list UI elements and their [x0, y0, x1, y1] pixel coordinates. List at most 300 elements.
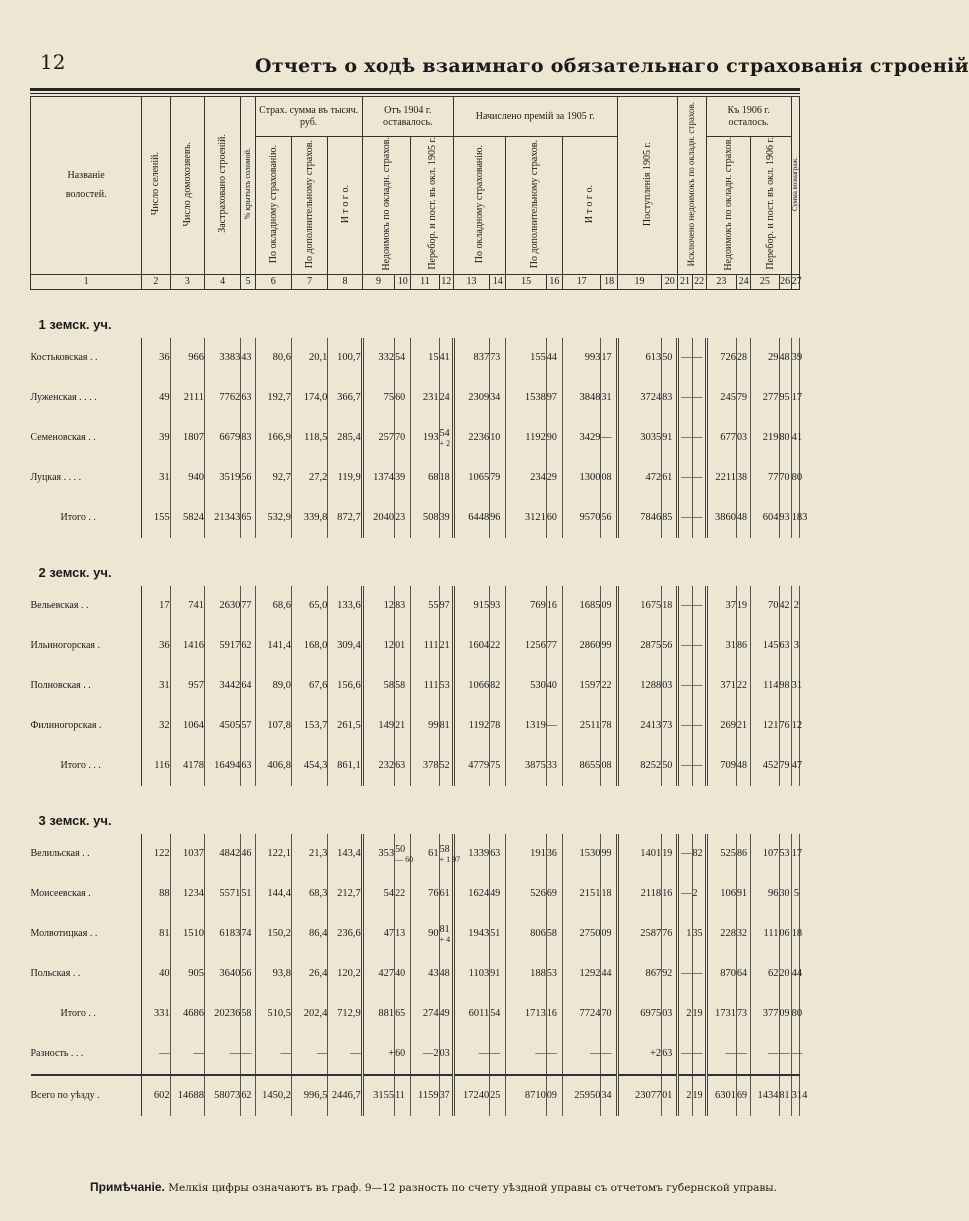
- cell: 49: [142, 378, 170, 418]
- header-cut: Сумма вознаграж.: [790, 156, 799, 211]
- cell: 872,7: [328, 498, 362, 538]
- table-row: [31, 586, 800, 626]
- cell: 41: [791, 418, 799, 458]
- cell: 8710: [506, 1075, 546, 1116]
- cell: 2: [678, 1075, 692, 1116]
- cell: 602: [142, 1075, 170, 1116]
- cell: 08: [601, 746, 617, 786]
- cell: 314: [791, 1075, 799, 1116]
- row-name: Полновская . .: [31, 666, 142, 706]
- cell: 63: [779, 626, 791, 666]
- difference-row: [31, 1034, 800, 1075]
- cell: 39: [439, 498, 453, 538]
- cell: 6975: [617, 994, 662, 1034]
- cell: —: [692, 498, 706, 538]
- cell: 58: [395, 666, 411, 706]
- cell: 144,4: [255, 874, 291, 914]
- table-row: [31, 378, 800, 418]
- cell: 7762: [204, 378, 240, 418]
- cell: 97: [546, 378, 562, 418]
- cell: 01: [395, 626, 411, 666]
- cell: 174,0: [291, 378, 327, 418]
- cell: 188: [506, 954, 546, 994]
- cell: 49: [439, 994, 453, 1034]
- cell: 70: [395, 418, 411, 458]
- cell: —: [678, 706, 692, 746]
- cell: 85: [662, 498, 678, 538]
- cell: 1256: [506, 626, 546, 666]
- cell: 1339: [453, 834, 489, 874]
- cell: 168,0: [291, 626, 327, 666]
- cell: 166,9: [255, 418, 291, 458]
- cell: 26,4: [291, 954, 327, 994]
- cell: 993: [563, 338, 601, 378]
- cell: —: [692, 458, 706, 498]
- cell: 99: [411, 706, 439, 746]
- cell: 957: [170, 666, 204, 706]
- cell: 54 + 2: [439, 418, 453, 458]
- cell: 1530: [563, 834, 601, 874]
- cell: 111: [751, 914, 779, 954]
- col-num: 1: [31, 274, 142, 289]
- cell: 31: [791, 666, 799, 706]
- cell: 219: [751, 418, 779, 458]
- cell: —: [779, 1034, 791, 1075]
- cell: 21: [395, 706, 411, 746]
- cell: 17240: [453, 1075, 489, 1116]
- cell: 93: [779, 498, 791, 538]
- cell: 143,4: [328, 834, 362, 874]
- cell: 91: [490, 954, 506, 994]
- cell: 61: [662, 458, 678, 498]
- cell: 285,4: [328, 418, 362, 458]
- cell: 33: [546, 746, 562, 786]
- cell: 44: [601, 954, 617, 994]
- cell: 19: [737, 586, 751, 626]
- cell: 37: [706, 586, 736, 626]
- cell: 54: [395, 338, 411, 378]
- cell: 40: [395, 954, 411, 994]
- cell: 19: [692, 1075, 706, 1116]
- row-name: Молвотицкая . .: [31, 914, 142, 954]
- table-row: [31, 626, 800, 666]
- col-num: 19: [617, 274, 662, 289]
- cell: —: [328, 1034, 362, 1075]
- cell: 29: [751, 338, 779, 378]
- cell: 70: [601, 994, 617, 1034]
- cell: 3875: [506, 746, 546, 786]
- col-num: 2: [142, 274, 170, 289]
- cell: 49: [490, 874, 506, 914]
- cell: 53: [779, 834, 791, 874]
- cell: 10: [490, 418, 506, 458]
- cell: 58: [362, 666, 394, 706]
- cell: 1731: [706, 994, 736, 1034]
- header-name: Названіе волостей.: [31, 97, 142, 275]
- cell: 32: [737, 914, 751, 954]
- col-num: 8: [328, 274, 362, 289]
- col-num: 22: [692, 274, 706, 289]
- cell: 118,5: [291, 418, 327, 458]
- cell: 81 + 4: [439, 914, 453, 954]
- header-excluded: Исключено недоимокъ по окладн. страхов.: [686, 101, 697, 267]
- cell: —: [692, 418, 706, 458]
- cell: 99: [601, 626, 617, 666]
- cell: 193: [411, 418, 439, 458]
- cell: 79: [490, 458, 506, 498]
- cell: 406,8: [255, 746, 291, 786]
- footnote: [90, 1180, 777, 1194]
- cell: 2040: [362, 498, 394, 538]
- cell: 1604: [453, 626, 489, 666]
- cell: 202,4: [291, 994, 327, 1034]
- header-sum-additional: По дополнительному страхов.: [304, 139, 316, 268]
- cell: 65,0: [291, 586, 327, 626]
- cell: 1159: [411, 1075, 439, 1116]
- cell: 1300: [563, 458, 601, 498]
- cell: 21: [737, 706, 751, 746]
- header-insured-buildings: Застраховано строеній.: [217, 134, 229, 234]
- cell: 86: [737, 834, 751, 874]
- cell: 82: [692, 834, 706, 874]
- cell: 69: [546, 874, 562, 914]
- cell: 6448: [453, 498, 489, 538]
- cell: 24: [439, 378, 453, 418]
- col-num: 11: [411, 274, 439, 289]
- cell: 378: [411, 746, 439, 786]
- cell: 153,7: [291, 706, 327, 746]
- cell: 48: [439, 954, 453, 994]
- cell: 837: [453, 338, 489, 378]
- cell: 43: [411, 954, 439, 994]
- cell: +: [362, 1034, 394, 1075]
- cell: 47: [791, 746, 799, 786]
- cell: 68,6: [255, 586, 291, 626]
- col-num: 5: [241, 274, 255, 289]
- cell: 155: [506, 338, 546, 378]
- cell: 57: [241, 706, 255, 746]
- cell: 1065: [453, 458, 489, 498]
- cell: 9570: [563, 498, 601, 538]
- header-remained-1904: Отъ 1904 г. оставалось.: [362, 97, 453, 137]
- section-header-row: [31, 289, 800, 338]
- cell: 339,8: [291, 498, 327, 538]
- cell: 2860: [563, 626, 601, 666]
- cell: 508: [411, 498, 439, 538]
- cell: 4779: [453, 746, 489, 786]
- cell: 18: [662, 586, 678, 626]
- cell: 366,7: [328, 378, 362, 418]
- row-name: Семеновская . .: [31, 418, 142, 458]
- cell: —: [692, 954, 706, 994]
- cell: 76: [662, 914, 678, 954]
- row-name: Моисеевская .: [31, 874, 142, 914]
- cell: 60: [546, 498, 562, 538]
- cell: 677: [706, 418, 736, 458]
- cell: 81: [779, 1075, 791, 1116]
- cell: 1675: [617, 586, 662, 626]
- cell: 120,2: [328, 954, 362, 994]
- cell: —: [678, 586, 692, 626]
- row-name: Филиногорская .: [31, 706, 142, 746]
- header-remained-1906: Къ 1906 г. осталось.: [706, 97, 791, 137]
- header-householders: Число домохозяевъ.: [181, 141, 193, 227]
- cell: 274: [411, 994, 439, 1034]
- cell: —: [291, 1034, 327, 1075]
- cell: 83: [662, 378, 678, 418]
- cell: 3442: [204, 666, 240, 706]
- cell: 90: [411, 914, 439, 954]
- cell: 75: [490, 746, 506, 786]
- cell: 62: [241, 626, 255, 666]
- header-sum-group: Страх. сумма въ тысяч. руб.: [255, 97, 362, 137]
- cell: 39: [395, 458, 411, 498]
- cell: 54: [490, 994, 506, 1034]
- cell: 21: [439, 626, 453, 666]
- cell: —: [506, 1034, 546, 1075]
- cell: 3: [791, 626, 799, 666]
- cell: —: [692, 746, 706, 786]
- cell: 1401: [617, 834, 662, 874]
- cell: 1103: [453, 954, 489, 994]
- cell: 21,3: [291, 834, 327, 874]
- cell: 81: [439, 706, 453, 746]
- annotation-small: + 4: [439, 934, 451, 944]
- cell: 2236: [453, 418, 489, 458]
- cell: 5917: [204, 626, 240, 666]
- cell: 106: [706, 874, 736, 914]
- cell: 61: [439, 874, 453, 914]
- cell: 35: [692, 914, 706, 954]
- grand-total-row: [31, 1075, 800, 1116]
- cell: 2630: [204, 586, 240, 626]
- cell: 1192: [453, 706, 489, 746]
- cell: 41: [439, 338, 453, 378]
- cell: 1234: [170, 874, 204, 914]
- cell: 80: [779, 418, 791, 458]
- cell: 232: [362, 746, 394, 786]
- cell: —: [791, 1034, 799, 1075]
- cell: 22: [395, 874, 411, 914]
- cell: 65: [395, 994, 411, 1034]
- col-num: 15: [506, 274, 546, 289]
- cell: 867: [617, 954, 662, 994]
- cell: 149: [362, 706, 394, 746]
- table-row: [31, 874, 800, 914]
- cell: 1943: [453, 914, 489, 954]
- col-num: 10: [395, 274, 411, 289]
- cell: 03: [439, 1034, 453, 1075]
- cell: 27,2: [291, 458, 327, 498]
- cell: 111: [411, 626, 439, 666]
- title-rule-thin: [30, 93, 800, 94]
- header-settlements: Число селеній.: [150, 152, 162, 216]
- table-row: [31, 834, 800, 874]
- col-num: 27: [791, 276, 802, 288]
- cell: 3121: [506, 498, 546, 538]
- cell: 58073: [204, 1075, 240, 1116]
- table-row: [31, 666, 800, 706]
- cell: 56: [601, 498, 617, 538]
- column-number-row: [31, 274, 800, 289]
- cell: 5824: [170, 498, 204, 538]
- cell: 09: [779, 994, 791, 1034]
- cell: 1416: [170, 626, 204, 666]
- cell: —: [601, 1034, 617, 1075]
- cell: 2309: [453, 378, 489, 418]
- cell: —: [751, 1034, 779, 1075]
- cell: 03: [662, 666, 678, 706]
- cell: 3429: [563, 418, 601, 458]
- cell: 192,7: [255, 378, 291, 418]
- cell: 73: [662, 706, 678, 746]
- cell: 48: [737, 746, 751, 786]
- section-title: 2 земск. уч.: [38, 564, 112, 580]
- cell: 95: [779, 378, 791, 418]
- cell: 03: [662, 994, 678, 1034]
- cell: —: [692, 586, 706, 626]
- cell: 67,6: [291, 666, 327, 706]
- cell: 44: [791, 954, 799, 994]
- cell: 14688: [170, 1075, 204, 1116]
- annotation-small: + 2: [439, 438, 451, 448]
- cell: 530: [506, 666, 546, 706]
- row-name: Велильская . .: [31, 834, 142, 874]
- row-name: Костьковская . .: [31, 338, 142, 378]
- row-name: Итого . .: [31, 994, 142, 1034]
- cell: 119,9: [328, 458, 362, 498]
- cell: 63: [395, 746, 411, 786]
- cell: 277: [751, 378, 779, 418]
- cell: 46: [241, 834, 255, 874]
- cell: 64: [241, 666, 255, 706]
- cell: 51: [490, 914, 506, 954]
- cell: 261,5: [328, 706, 362, 746]
- cell: 31: [601, 378, 617, 418]
- cell: 6011: [453, 994, 489, 1034]
- header-arrears-salary: Недоимокъ по окладн. страхов.: [381, 137, 393, 271]
- cell: 83: [241, 418, 255, 458]
- cell: 91: [662, 418, 678, 458]
- cell: 4178: [170, 746, 204, 786]
- cell: 4842: [204, 834, 240, 874]
- col-num: 18: [601, 274, 617, 289]
- cell: 86: [737, 626, 751, 666]
- cell: 82: [490, 666, 506, 706]
- cell: —: [453, 1034, 489, 1075]
- cell: 3860: [706, 498, 736, 538]
- cell: 2875: [617, 626, 662, 666]
- cell: 915: [453, 586, 489, 626]
- cell: —: [204, 1034, 240, 1075]
- cell: 309,4: [328, 626, 362, 666]
- row-name: Итого . .: [31, 498, 142, 538]
- cell: 604: [751, 498, 779, 538]
- cell: 191: [506, 834, 546, 874]
- cell: —: [546, 1034, 562, 1075]
- cell: 56: [241, 458, 255, 498]
- cell: 73: [490, 338, 506, 378]
- cell: 86,4: [291, 914, 327, 954]
- cell: —: [678, 418, 692, 458]
- cell: 50 — 60: [395, 834, 411, 874]
- cell: —: [678, 626, 692, 666]
- cell: 48: [737, 498, 751, 538]
- cell: 78: [490, 706, 506, 746]
- cell: 98: [779, 666, 791, 706]
- header-sum-total: И т о г о.: [339, 184, 351, 223]
- cell: 8655: [563, 746, 601, 786]
- header-prem-additional: По дополнительному страхов.: [528, 139, 540, 268]
- cell: 62: [751, 954, 779, 994]
- cell: —: [692, 706, 706, 746]
- cell: 15: [411, 338, 439, 378]
- page-title: Отчетъ о ходѣ взаимнаго обязательнаго страхованія строеній: [255, 55, 969, 77]
- cell: —: [706, 1034, 736, 1075]
- cell: 1624: [453, 874, 489, 914]
- cell: 3035: [617, 418, 662, 458]
- header-sum-salary: По окладному страхованію.: [267, 144, 279, 263]
- cell: 905: [170, 954, 204, 994]
- cell: 525: [706, 834, 736, 874]
- cell: 18: [439, 458, 453, 498]
- cell: 141,4: [255, 626, 291, 666]
- cell: 114: [751, 666, 779, 706]
- cell: —2: [411, 1034, 439, 1075]
- cell: 155: [142, 498, 170, 538]
- cell: 36: [142, 626, 170, 666]
- cell: 18: [601, 874, 617, 914]
- cell: 16: [662, 874, 678, 914]
- cell: 1192: [506, 418, 546, 458]
- cell: 613: [617, 338, 662, 378]
- cell: 34: [601, 1075, 617, 1116]
- cell: +2: [617, 1034, 662, 1075]
- cell: —: [678, 458, 692, 498]
- cell: 8252: [617, 746, 662, 786]
- cell: —: [490, 1034, 506, 1075]
- row-name: Луженская . . . .: [31, 378, 142, 418]
- cell: 56: [662, 626, 678, 666]
- cell: 17: [791, 378, 799, 418]
- cell: 13: [395, 914, 411, 954]
- cell: 769: [506, 586, 546, 626]
- cell: 1: [678, 914, 692, 954]
- cell: 75: [362, 378, 394, 418]
- cell: 60: [395, 1034, 411, 1075]
- cell: 427: [362, 954, 394, 994]
- cell: 150,2: [255, 914, 291, 954]
- cell: —: [546, 706, 562, 746]
- title-rule: [30, 88, 800, 91]
- cell: 806: [506, 914, 546, 954]
- cell: 3519: [204, 458, 240, 498]
- cell: 44: [546, 338, 562, 378]
- cell: 16: [546, 994, 562, 1034]
- cell: 269: [706, 706, 736, 746]
- cell: 3724: [617, 378, 662, 418]
- cell: 122,1: [255, 834, 291, 874]
- cell: 741: [170, 586, 204, 626]
- annotation-small: + 1 97: [439, 854, 461, 864]
- cell: 377: [751, 994, 779, 1034]
- col-num: 3: [170, 274, 204, 289]
- cell: 107: [751, 834, 779, 874]
- cell: —: [678, 834, 692, 874]
- col-num: 6: [255, 274, 291, 289]
- page-number: 12: [40, 50, 66, 74]
- cell: 69: [737, 1075, 751, 1116]
